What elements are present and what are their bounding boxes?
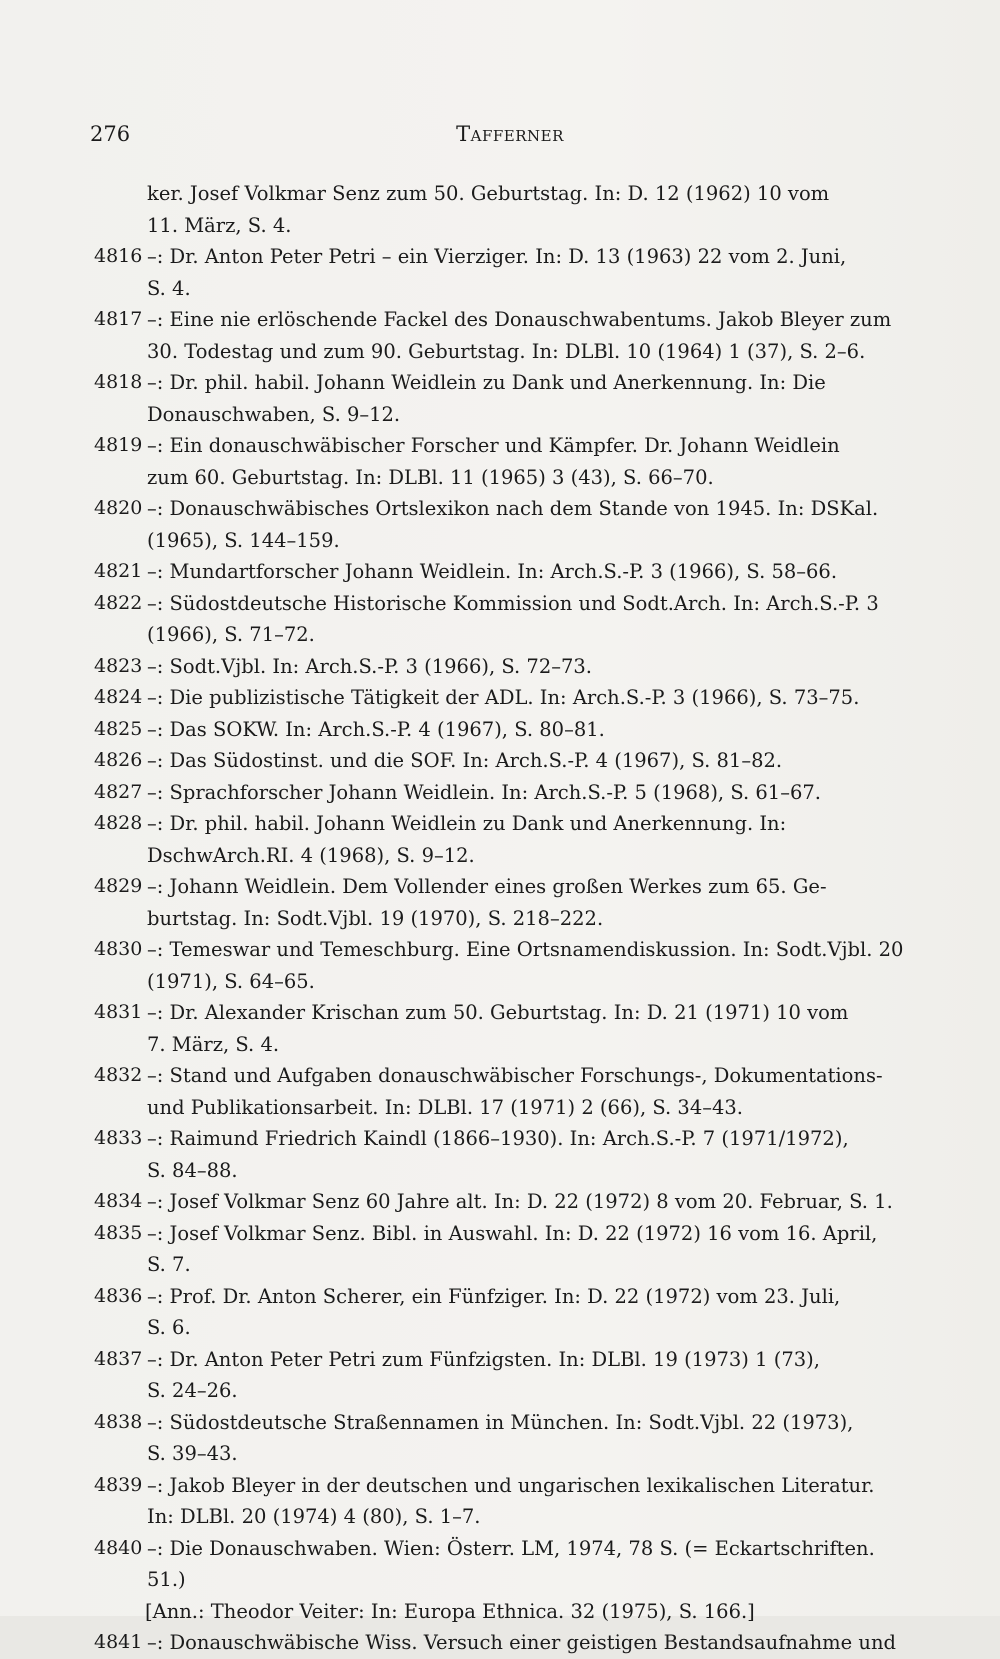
entry-text	[147, 430, 941, 493]
bibliography-entry	[0, 745, 1000, 777]
entry-number: 4820	[94, 497, 143, 519]
bibliography-entry	[0, 430, 1000, 493]
entry-text	[147, 588, 941, 651]
entry-line: (1971), S. 64–65.	[147, 969, 315, 993]
bibliography-annotation	[0, 1596, 1000, 1628]
entry-line: –: Raimund Friedrich Kaindl (1866–1930). In: Arch.S.-P. 7 (1971/1972),	[147, 1127, 849, 1150]
bibliography-entry	[0, 651, 1000, 683]
entry-line: –: Sodt.Vjbl. In: Arch.S.-P. 3 (1966), S. 72–73.	[147, 654, 592, 678]
entry-line: S. 39–43.	[147, 1442, 238, 1465]
entry-text	[147, 997, 941, 1060]
bibliography-entry	[0, 682, 1000, 714]
bibliography-list	[0, 178, 1000, 1659]
entry-line: S. 84–88.	[147, 1158, 238, 1182]
bibliography-entry	[0, 367, 1000, 430]
entry-number: 4816	[94, 245, 143, 267]
entry-text	[147, 651, 941, 683]
bibliography-entry	[0, 493, 1000, 556]
entry-line: 7. März, S. 4.	[147, 1032, 280, 1056]
bibliography-entry	[0, 1627, 1000, 1659]
entry-line: Donauschwaben, S. 9–12.	[147, 402, 401, 426]
entry-text	[147, 1281, 941, 1344]
bibliography-entry	[0, 1344, 1000, 1407]
bibliography-entry	[0, 777, 1000, 809]
entry-line: ker. Josef Volkmar Senz zum 50. Geburtstag. In: D. 12 (1962) 10 vom	[147, 182, 830, 205]
entry-line: –: Die publizistische Tätigkeit der ADL. In: Arch.S.-P. 3 (1966), S. 73–75.	[147, 686, 860, 709]
entry-line: –: Südostdeutsche Straßennamen in München. In: Sodt.Vjbl. 22 (1973),	[147, 1410, 854, 1434]
page-number: 276	[90, 122, 131, 146]
entry-number: 4838	[94, 1410, 143, 1433]
entry-number: 4833	[94, 1127, 143, 1149]
bibliography-entry	[0, 1218, 1000, 1281]
entry-text	[147, 1344, 941, 1407]
entry-number: 4826	[94, 749, 143, 771]
bibliography-entry	[0, 997, 1000, 1060]
entry-line: –: Mundartforscher Johann Weidlein. In: Arch.S.-P. 3 (1966), S. 58–66.	[147, 560, 838, 583]
entry-number: 4828	[94, 812, 143, 834]
entry-line: S. 4.	[147, 276, 191, 300]
entry-line: –: Temeswar und Temeschburg. Eine Ortsnamendiskussion. In: Sodt.Vjbl. 20	[147, 938, 904, 961]
bibliography-entry	[0, 1533, 1000, 1596]
entry-line: (1966), S. 71–72.	[147, 623, 315, 646]
bibliography-entry	[0, 1060, 1000, 1123]
entry-number: 4824	[94, 686, 143, 708]
bibliography-entry	[0, 871, 1000, 934]
entry-number: 4834	[94, 1190, 143, 1212]
bibliography-entry	[0, 241, 1000, 304]
entry-line: zum 60. Geburtstag. In: DLBl. 11 (1965) 3 (43), S. 66–70.	[147, 465, 714, 489]
entry-line: –: Dr. phil. habil. Johann Weidlein zu Dank und Anerkennung. In: Die	[147, 371, 826, 394]
entry-line: DschwArch.RI. 4 (1968), S. 9–12.	[147, 843, 475, 867]
bibliography-entry	[0, 714, 1000, 746]
bibliography-entry	[0, 1186, 1000, 1218]
entry-number: 4832	[94, 1064, 143, 1086]
entry-text	[147, 1470, 941, 1533]
entry-line: 11. März, S. 4.	[147, 213, 292, 237]
entry-line: –: Dr. phil. habil. Johann Weidlein zu Dank und Anerkennung. In:	[147, 812, 787, 835]
entry-number: 4825	[94, 717, 143, 740]
entry-number: 4837	[94, 1347, 143, 1370]
entry-line: In: DLBl. 20 (1974) 4 (80), S. 1–7.	[147, 1505, 481, 1528]
entry-line: –: Josef Volkmar Senz 60 Jahre alt. In: D. 22 (1972) 8 vom 20. Februar, S. 1.	[147, 1190, 893, 1213]
bibliography-entry	[0, 1470, 1000, 1533]
entry-line: S. 24–26.	[147, 1379, 238, 1402]
entry-line: –: Johann Weidlein. Dem Vollender eines großen Werkes zum 65. Ge-	[147, 875, 827, 898]
entry-text	[147, 871, 941, 934]
bibliography-entry	[0, 1123, 1000, 1186]
entry-text	[147, 1533, 941, 1596]
entry-line: S. 7.	[147, 1253, 191, 1276]
entry-number: 4831	[94, 1001, 143, 1023]
entry-number: 4819	[94, 434, 143, 456]
entry-text	[147, 367, 941, 430]
bibliography-entry	[0, 1281, 1000, 1344]
entry-text	[147, 714, 941, 746]
entry-number: 4817	[94, 308, 143, 330]
entry-line: burtstag. In: Sodt.Vjbl. 19 (1970), S. 218–222.	[147, 906, 604, 930]
entry-text	[147, 1218, 941, 1281]
entry-line: [Ann.: Theodor Veiter: In: Europa Ethnica. 32 (1975), S. 166.]	[145, 1599, 755, 1623]
entry-line: –: Josef Volkmar Senz. Bibl. in Auswahl. In: D. 22 (1972) 16 vom 16. April,	[147, 1221, 878, 1245]
entry-text	[145, 1596, 925, 1628]
entry-line: 51.)	[147, 1568, 186, 1591]
entry-line: –: Stand und Aufgaben donauschwäbischer Forschungs-, Dokumentations-	[147, 1064, 883, 1087]
entry-number: 4836	[94, 1284, 143, 1307]
entry-line: –: Die Donauschwaben. Wien: Österr. LM, 1974, 78 S. (= Eckartschriften.	[147, 1536, 875, 1560]
entry-number: 4835	[94, 1221, 143, 1244]
entry-text	[147, 1123, 941, 1186]
entry-line: –: Jakob Bleyer in der deutschen und ungarischen lexikalischen Literatur.	[147, 1473, 875, 1497]
bibliography-entry	[0, 178, 1000, 241]
running-title: Tafferner	[456, 122, 564, 146]
entry-text	[147, 1407, 941, 1470]
entry-line: –: Eine nie erlöschende Fackel des Donauschwabentums. Jakob Bleyer zum	[147, 308, 892, 331]
entry-number: 4840	[94, 1536, 143, 1559]
entry-line: –: Dr. Alexander Krischan zum 50. Geburtstag. In: D. 21 (1971) 10 vom	[147, 1001, 849, 1024]
entry-number: 4818	[94, 371, 143, 393]
entry-number: 4827	[94, 780, 143, 803]
bibliography-entry	[0, 588, 1000, 651]
entry-line: –: Südostdeutsche Historische Kommission und Sodt.Arch. In: Arch.S.-P. 3	[147, 591, 879, 615]
entry-number: 4830	[94, 938, 143, 960]
entry-text	[147, 493, 941, 556]
entry-text	[147, 682, 941, 714]
entry-line: –: Ein donauschwäbischer Forscher und Kämpfer. Dr. Johann Weidlein	[147, 434, 840, 457]
entry-text	[147, 934, 941, 997]
entry-number: 4821	[94, 560, 143, 582]
running-head	[90, 122, 930, 152]
entry-line: –: Das SOKW. In: Arch.S.-P. 4 (1967), S. 80–81.	[147, 717, 605, 741]
entry-number: 4822	[94, 591, 143, 614]
entry-line: –: Sprachforscher Johann Weidlein. In: Arch.S.-P. 5 (1968), S. 61–67.	[147, 780, 821, 804]
entry-line: –: Donauschwäbische Wiss. Versuch einer geistigen Bestandsaufnahme und	[147, 1631, 897, 1654]
bibliography-entry	[0, 934, 1000, 997]
entry-line: –: Das Südostinst. und die SOF. In: Arch.S.-P. 4 (1967), S. 81–82.	[147, 749, 783, 772]
entry-line: 30. Todestag und zum 90. Geburtstag. In: DLBl. 10 (1964) 1 (37), S. 2–6.	[147, 339, 866, 363]
entry-number: 4829	[94, 875, 143, 897]
entry-text	[147, 556, 941, 588]
entry-line: S. 6.	[147, 1316, 191, 1339]
entry-line: und Publikationsarbeit. In: DLBl. 17 (1971) 2 (66), S. 34–43.	[147, 1095, 743, 1119]
bibliography-entry	[0, 556, 1000, 588]
entry-text	[147, 777, 941, 809]
entry-line: (1965), S. 144–159.	[147, 528, 340, 552]
entry-number: 4823	[94, 654, 143, 677]
entry-text	[147, 808, 941, 871]
entry-text	[147, 304, 941, 367]
entry-line: –: Dr. Anton Peter Petri – ein Vierziger. In: D. 13 (1963) 22 vom 2. Juni,	[147, 245, 847, 268]
entry-text	[147, 745, 941, 777]
entry-text	[147, 1627, 941, 1659]
bibliography-entry	[0, 1407, 1000, 1470]
entry-number: 4839	[94, 1473, 143, 1496]
entry-text	[147, 1060, 941, 1123]
entry-text	[147, 1186, 941, 1218]
bibliography-entry	[0, 304, 1000, 367]
entry-line: –: Prof. Dr. Anton Scherer, ein Fünfziger. In: D. 22 (1972) vom 23. Juli,	[147, 1284, 841, 1308]
entry-number: 4841	[94, 1631, 143, 1653]
bibliography-entry	[0, 808, 1000, 871]
entry-line: –: Dr. Anton Peter Petri zum Fünfzigsten. In: DLBl. 19 (1973) 1 (73),	[147, 1347, 820, 1371]
entry-text	[147, 241, 941, 304]
entry-text	[147, 178, 927, 241]
entry-line: –: Donauschwäbisches Ortslexikon nach dem Stande von 1945. In: DSKal.	[147, 497, 879, 520]
